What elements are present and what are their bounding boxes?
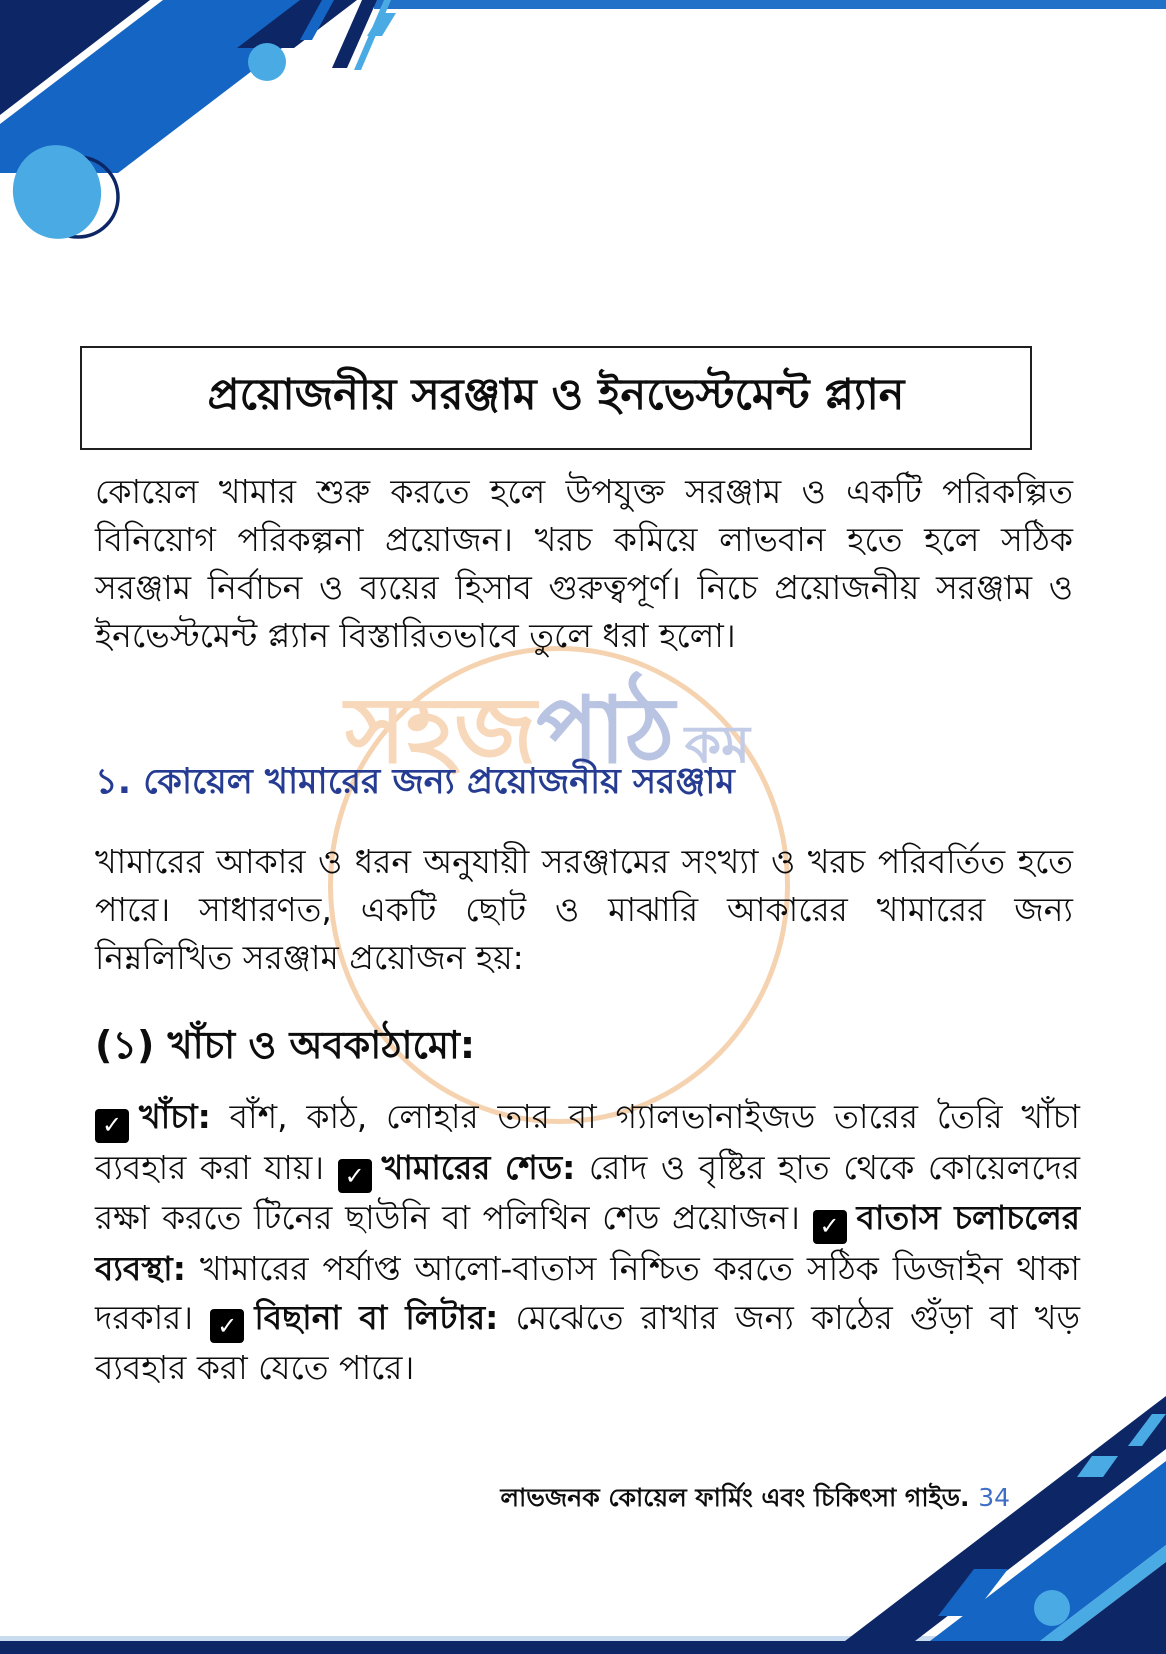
checkmark-icon: ✓ [210,1309,244,1343]
bottom-bar [0,1641,1166,1654]
deco-circle-bottom [1034,1590,1070,1626]
checklist-item-label: বিছানা বা লিটার: [254,1297,499,1337]
footer-text: লাভজনক কোয়েল ফার্মিং এবং চিকিৎসা গাইড. [500,1483,970,1512]
watermark-suffix: কম [684,715,750,775]
page-title: প্রয়োজনীয় সরঞ্জাম ও ইনভেস্টমেন্ট প্ল্যান [207,369,905,420]
intro-paragraph: কোয়েল খামার শুরু করতে হলে উপযুক্ত সরঞ্জাম ও একটি পরিকল্পিত বিনিয়োগ পরিকল্পনা প্রয়োজন। খরচ কমিয়ে লাভবান হতে হলে সঠিক সরঞ্জাম নির্বাচন ও ব্যয়ের হিসাব গুরুত্বপূর্ণ। নিচে প্রয়োজনীয় সরঞ্জাম ও ইনভেস্টমেন্ট প্ল্যান বিস্তারিতভাবে তুলে ধরা হলো। [95,472,1073,655]
page-footer [95,1478,1010,1521]
title-box [80,346,1032,450]
watermark-text-blue: পাঠ [536,677,675,784]
top-decoration [0,0,1166,250]
checklist-item-label: খামারের শেড: [381,1147,576,1187]
checklist-paragraph [95,1092,1080,1392]
deco-circle-small [248,43,286,81]
section-heading: ১. কোয়েল খামারের জন্য প্রয়োজনীয় সরঞ্জাম [95,762,735,802]
page-number: 34 [978,1483,1010,1512]
checkmark-icon: ✓ [813,1210,847,1244]
checklist-item-text: রোদ ও বৃষ্টির হাত থেকে কোয়েলদের রক্ষা করতে টিনের ছাউনি বা পলিথিন শেড প্রয়োজন। [95,1147,1080,1237]
subsection-heading: (১) খাঁচা ও অবকাঠামো: [95,1023,476,1067]
checklist-item-text: বাঁশ, কাঠ, লোহার তার বা গ্যালভানাইজড তারের তৈরি খাঁচা ব্যবহার করা যায়। [95,1097,1080,1187]
checkmark-icon: ✓ [95,1109,129,1143]
section-body-paragraph: খামারের আকার ও ধরন অনুযায়ী সরঞ্জামের সংখ্যা ও খরচ পরিবর্তিত হতে পারে। সাধারণত, একটি ছোট ও মাঝারি আকারের খামারের জন্য নিম্নলিখিত সরঞ্জাম প্রয়োজন হয়: [95,842,1073,977]
checklist-item-text: খামারের পর্যাপ্ত আলো-বাতাস নিশ্চিত করতে সঠিক ডিজাইন থাকা দরকার। [95,1248,1080,1337]
checklist-item-label: বাতাস চলাচলের ব্যবস্থা: [95,1198,1080,1288]
watermark-text-orange: সহজ [345,677,537,784]
top-bar [374,0,1166,9]
checklist-item-label: খাঁচা: [139,1097,211,1136]
checklist-item-text: মেঝেতে রাখার জন্য কাঠের গুঁড়া বা খড় ব্যবহার করা যেতে পারে। [95,1297,1080,1387]
deco-parallelogram [367,13,396,36]
checkmark-icon: ✓ [338,1159,372,1193]
checklist-item [95,1298,1080,1388]
